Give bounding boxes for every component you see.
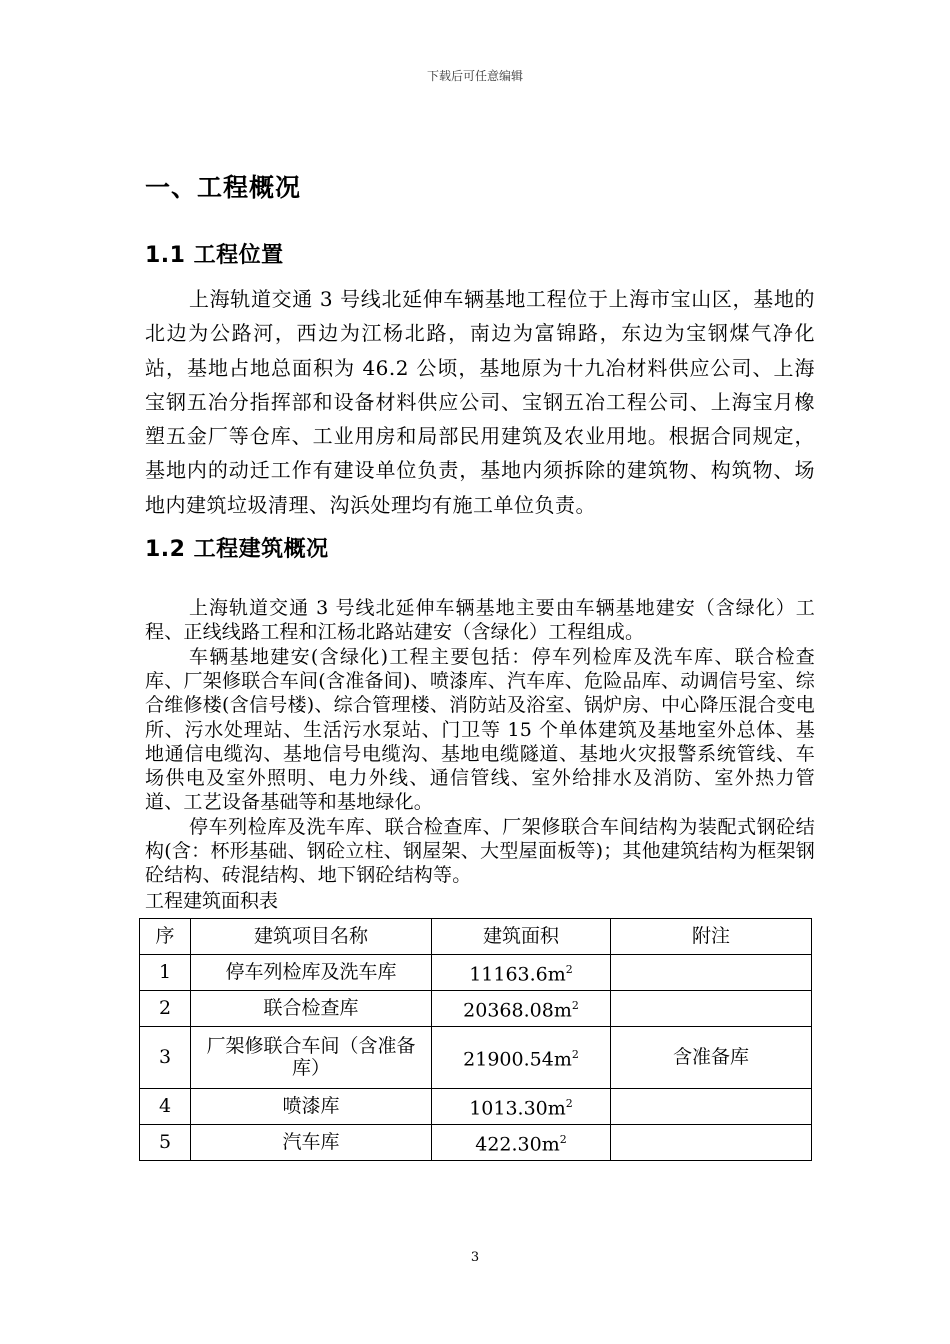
subsection-title-overview: 1.2 工程建筑概况 bbox=[145, 537, 329, 563]
building-area: $21900.54m^2$ bbox=[432, 1026, 611, 1088]
header-cell: 附注 bbox=[611, 918, 812, 954]
document-body bbox=[145, 170, 815, 1161]
building-area: $20368.08m^2$ bbox=[432, 990, 611, 1026]
building-area: $422.30m^2$ bbox=[432, 1124, 611, 1160]
table-title: 工程建筑面积表 bbox=[145, 889, 279, 912]
row-note bbox=[611, 1124, 812, 1160]
row-note: 含准备库 bbox=[611, 1026, 812, 1088]
row-number: 1 bbox=[140, 954, 191, 990]
building-name: 汽车库 bbox=[191, 1124, 432, 1160]
row-note bbox=[611, 954, 812, 990]
building-area-table bbox=[139, 918, 812, 1161]
building-area: $11163.6m^2$ bbox=[432, 954, 611, 990]
header-note: 下载后可任意编辑 bbox=[426, 69, 523, 83]
overview-paragraph: 上海轨道交通 3 号线北延伸车辆基地主要由车辆基地建安（含绿化）工程、正线线路工程和江杨北路站建安（含绿化）工程组成。 bbox=[145, 597, 815, 644]
overview-paragraph: 车辆基地建安(含绿化)工程主要包括：停车列检库及洗车库、联合检查库、厂架修联合车间(含准备间)、喷漆库、汽车库、危险品库、动调信号室、综合维修楼(含信号楼)、综合管理楼、消防站及浴室、锅炉房、中心降压混合变电所、污水处理站、生活污水泵站、门卫等 15 个单体建筑及基地室外总体、基地通信电缆沟、基地信号电缆沟、基地电缆隧道、基地火灾报警系统管线、车场供电及室外照明、电力外线、通信管线、室外给排水及消防、室外热力管道、工艺设备基础等和基地绿化。 bbox=[145, 645, 815, 814]
row-number: 2 bbox=[140, 990, 191, 1026]
section-title: 一、工程概况 bbox=[145, 173, 302, 202]
header-cell: 序 bbox=[140, 918, 191, 954]
header-cell: 建筑面积 bbox=[432, 918, 611, 954]
subsection-title-location: 1.1 工程位置 bbox=[145, 243, 284, 268]
header-cell: 建筑项目名称 bbox=[191, 918, 432, 954]
building-name: 联合检查库 bbox=[191, 990, 432, 1026]
table-header-row bbox=[140, 918, 812, 954]
row-number: 4 bbox=[140, 1088, 191, 1124]
row-number: 3 bbox=[140, 1026, 191, 1088]
table-row bbox=[140, 1026, 812, 1088]
table-row bbox=[140, 1124, 812, 1160]
building-name: 停车列检库及洗车库 bbox=[191, 954, 432, 990]
building-name: 喷漆库 bbox=[191, 1088, 432, 1124]
table-row bbox=[140, 1088, 812, 1124]
row-note bbox=[611, 1088, 812, 1124]
building-area: $1013.30m^2$ bbox=[432, 1088, 611, 1124]
building-name: 厂架修联合车间（含准备库） bbox=[191, 1026, 432, 1088]
row-note bbox=[611, 990, 812, 1026]
table-row bbox=[140, 990, 812, 1026]
table-row bbox=[140, 954, 812, 990]
row-number: 5 bbox=[140, 1124, 191, 1160]
page-number: 3 bbox=[470, 1250, 480, 1265]
location-paragraph: 上海轨道交通 3 号线北延伸车辆基地工程位于上海市宝山区，基地的北边为公路河，西边为江杨北路，南边为富锦路，东边为宝钢煤气净化站，基地占地总面积为 46.2 公顷，基地原为十九冶材料供应公司、上海宝钢五冶分指挥部和设备材料供应公司、宝钢五冶工程公司、上海宝月橡塑五金厂等仓库、工业用房和局部民用建筑及农业用地。根据合同规定，基地内的动迁工作有建设单位负责，基地内须拆除的建筑物、构筑物、场地内建筑垃圾清理、沟浜处理均有施工单位负责。 bbox=[145, 287, 815, 517]
overview-paragraph: 停车列检库及洗车库、联合检查库、厂架修联合车间结构为装配式钢砼结构(含：杯形基础、钢砼立柱、钢屋架、大型屋面板等)；其他建筑结构为框架钢砼结构、砖混结构、地下钢砼结构等。 bbox=[145, 815, 815, 887]
